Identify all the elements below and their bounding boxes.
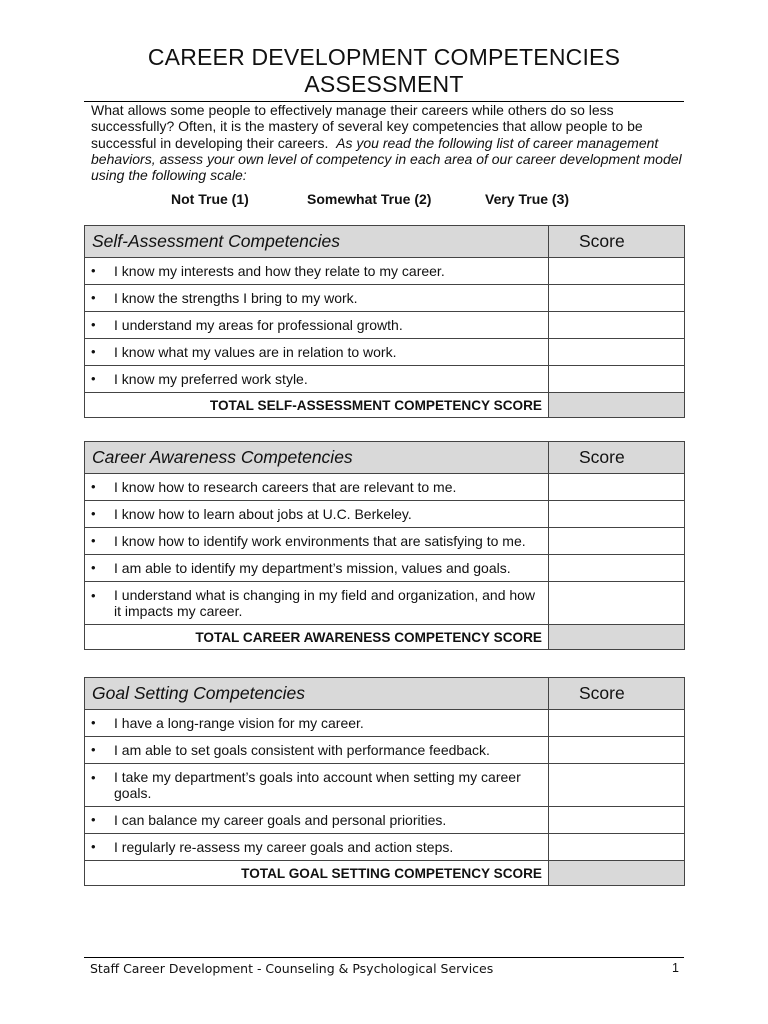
score-input-cell[interactable] bbox=[549, 312, 685, 339]
section-heading: Self-Assessment Competencies bbox=[85, 226, 549, 258]
score-input-cell[interactable] bbox=[549, 285, 685, 312]
score-input-cell[interactable] bbox=[549, 834, 685, 861]
page-title bbox=[84, 44, 684, 98]
competency-item: • I know how to identify work environments that are satisfying to me. bbox=[85, 528, 549, 555]
table-row bbox=[85, 737, 685, 764]
score-input-cell[interactable] bbox=[549, 807, 685, 834]
table-row bbox=[85, 312, 685, 339]
footer-divider bbox=[84, 957, 684, 958]
competency-item: • I know my interests and how they relate to my career. bbox=[85, 258, 549, 285]
score-input-cell[interactable] bbox=[549, 339, 685, 366]
competency-item: • I am able to set goals consistent with performance feedback. bbox=[85, 737, 549, 764]
score-column-header: Score bbox=[549, 678, 685, 710]
total-score-cell[interactable] bbox=[549, 393, 685, 418]
table-row bbox=[85, 764, 685, 807]
scale-somewhat-true: Somewhat True (2) bbox=[307, 191, 432, 207]
table-row bbox=[85, 474, 685, 501]
competency-item: • I am able to identify my department’s mission, values and goals. bbox=[85, 555, 549, 582]
score-input-cell[interactable] bbox=[549, 737, 685, 764]
self-assessment-table bbox=[84, 225, 685, 418]
table-row bbox=[85, 807, 685, 834]
table-row bbox=[85, 501, 685, 528]
intro-paragraph bbox=[91, 102, 691, 183]
competency-item: • I can balance my career goals and personal priorities. bbox=[85, 807, 549, 834]
total-label: TOTAL GOAL SETTING COMPETENCY SCORE bbox=[85, 861, 549, 886]
total-row bbox=[85, 861, 685, 886]
competency-item: • I have a long-range vision for my career. bbox=[85, 710, 549, 737]
competency-item: • I take my department’s goals into account when setting my career goals. bbox=[85, 764, 549, 807]
score-input-cell[interactable] bbox=[549, 258, 685, 285]
competency-item: • I know how to research careers that are relevant to me. bbox=[85, 474, 549, 501]
title-line-1: CAREER DEVELOPMENT COMPETENCIES bbox=[147, 44, 621, 70]
section-header bbox=[85, 226, 685, 258]
goal-setting-table bbox=[84, 677, 685, 886]
total-row bbox=[85, 625, 685, 650]
section-heading: Career Awareness Competencies bbox=[85, 442, 549, 474]
score-column-header: Score bbox=[549, 442, 685, 474]
competency-item: • I understand my areas for professional growth. bbox=[85, 312, 549, 339]
competency-item: • I know the strengths I bring to my work. bbox=[85, 285, 549, 312]
table-row bbox=[85, 339, 685, 366]
section-header bbox=[85, 442, 685, 474]
total-score-cell[interactable] bbox=[549, 625, 685, 650]
competency-item: • I know my preferred work style. bbox=[85, 366, 549, 393]
score-input-cell[interactable] bbox=[549, 582, 685, 625]
competency-item: • I know how to learn about jobs at U.C. Berkeley. bbox=[85, 501, 549, 528]
competency-item: • I understand what is changing in my field and organization, and how it impacts my career. bbox=[85, 582, 549, 625]
table-row bbox=[85, 528, 685, 555]
total-label: TOTAL CAREER AWARENESS COMPETENCY SCORE bbox=[85, 625, 549, 650]
table-row bbox=[85, 834, 685, 861]
footer-text: Staff Career Development - Counseling & Psychological Services bbox=[90, 961, 494, 976]
competency-item: • I know what my values are in relation to work. bbox=[85, 339, 549, 366]
page-number: 1 bbox=[672, 961, 679, 975]
intro-instructions: As you read the following list of career management behaviors, assess your own level of competency in each area of our career development model using the following scale: bbox=[91, 134, 682, 184]
scale-very-true: Very True (3) bbox=[485, 191, 570, 207]
title-line-2: ASSESSMENT bbox=[304, 71, 464, 97]
score-input-cell[interactable] bbox=[549, 366, 685, 393]
table-row bbox=[85, 258, 685, 285]
career-awareness-table bbox=[84, 441, 685, 650]
table-row bbox=[85, 366, 685, 393]
intro-text: What allows some people to effectively manage their careers while others do so less successfully? Often, it is the mastery of several key competencies that allow people to be successful in developing their careers. bbox=[91, 102, 643, 151]
score-input-cell[interactable] bbox=[549, 555, 685, 582]
table-row bbox=[85, 710, 685, 737]
score-input-cell[interactable] bbox=[549, 474, 685, 501]
total-row bbox=[85, 393, 685, 418]
table-row bbox=[85, 555, 685, 582]
section-heading: Goal Setting Competencies bbox=[85, 678, 549, 710]
total-score-cell[interactable] bbox=[549, 861, 685, 886]
score-input-cell[interactable] bbox=[549, 501, 685, 528]
score-column-header: Score bbox=[549, 226, 685, 258]
section-header bbox=[85, 678, 685, 710]
competency-item: • I regularly re-assess my career goals and action steps. bbox=[85, 834, 549, 861]
table-row bbox=[85, 582, 685, 625]
total-label: TOTAL SELF-ASSESSMENT COMPETENCY SCORE bbox=[85, 393, 549, 418]
scale-not-true: Not True (1) bbox=[171, 191, 249, 207]
score-input-cell[interactable] bbox=[549, 528, 685, 555]
score-input-cell[interactable] bbox=[549, 764, 685, 807]
score-input-cell[interactable] bbox=[549, 710, 685, 737]
table-row bbox=[85, 285, 685, 312]
